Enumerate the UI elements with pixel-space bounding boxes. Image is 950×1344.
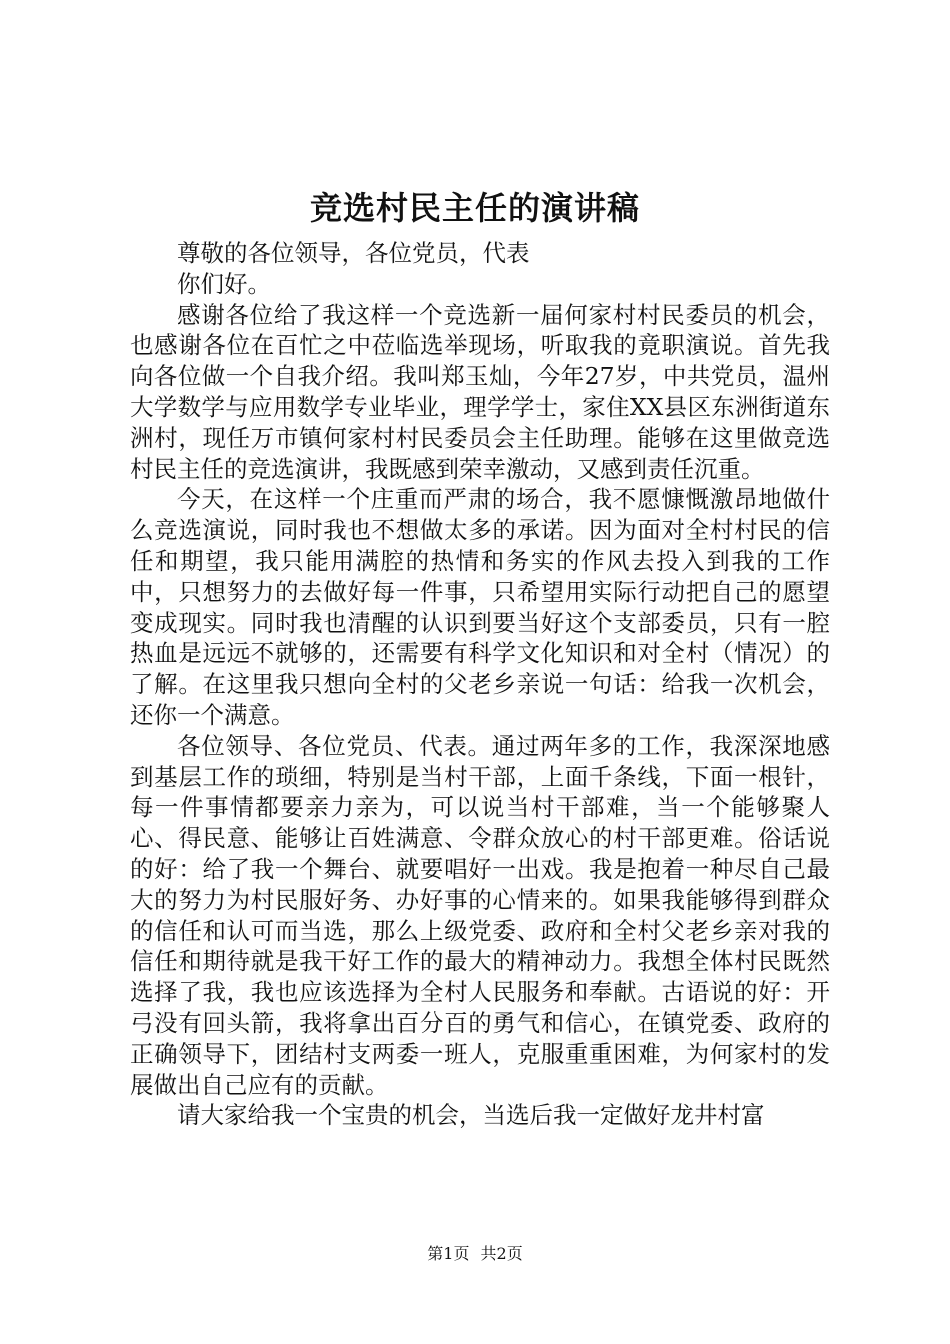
body-paragraph: 今天，在这样一个庄重而严肃的场合，我不愿慷慨激昂地做什么竞选演说，同时我也不想做太多的承诺。因为面对全村村民的信任和期望，我只能用满腔的热情和务实的作风去投入到我的工作中，只想努力的去做好每一件事，只希望用实际行动把自己的愿望变成现实。同时我也清醒的认识到要当好这个支部委员，只有一腔热血是远远不就够的，还需要有科学文化知识和对全村（情况）的了解。在这里我只想向全村的父老乡亲说一句话：给我一次机会，还你一个满意。 xyxy=(130,485,830,729)
page-footer xyxy=(0,1243,950,1265)
body-paragraph: 感谢各位给了我这样一个竞选新一届何家村村民委员的机会，也感谢各位在百忙之中莅临选举现场，听取我的竟职演说。首先我向各位做一个自我介绍。我叫郑玉灿，今年27岁，中共党员，温州大学数学与应用数学专业毕业，理学学士，家住XX县区东洲街道东洲村，现任万市镇何家村村民委员会主任助理。能够在这里做竞选村民主任的竞选演讲，我既感到荣幸激动，又感到责任沉重。 xyxy=(130,300,830,483)
document-body xyxy=(130,238,830,1131)
greeting-paragraph: 尊敬的各位领导，各位党员，代表 xyxy=(177,239,530,267)
page-title: 竞选村民主任的演讲稿 xyxy=(309,189,640,227)
page-number: 第1页 xyxy=(427,1244,470,1263)
body-paragraph: 请大家给我一个宝贵的机会，当选后我一定做好龙井村富 xyxy=(177,1101,765,1130)
body-paragraph: 各位领导、各位党员、代表。通过两年多的工作，我深深地感到基层工作的琐细，特别是当村干部，上面千条线，下面一根针，每一件事情都要亲力亲为，可以说当村干部难，当一个能够聚人心、得民意、能够让百姓满意、令群众放心的村干部更难。俗话说的好：给了我一个舞台、就要唱好一出戏。我是抱着一种尽自己最大的努力为村民服好务、办好事的心情来的。如果我能够得到群众的信任和认可而当选，那么上级党委、政府和全村父老乡亲对我的信任和期待就是我干好工作的最大的精神动力。我想全体村民既然选择了我，我也应该选择为全村人民服务和奉献。古语说的好：开弓没有回头箭，我将拿出百分百的勇气和信心，在镇党委、政府的正确领导下，团结村支两委一班人，克服重重困难，为何家村的发展做出自己应有的贡献。 xyxy=(130,731,830,1099)
page-total: 共2页 xyxy=(480,1244,523,1263)
salutation-paragraph: 你们好。 xyxy=(177,269,271,298)
